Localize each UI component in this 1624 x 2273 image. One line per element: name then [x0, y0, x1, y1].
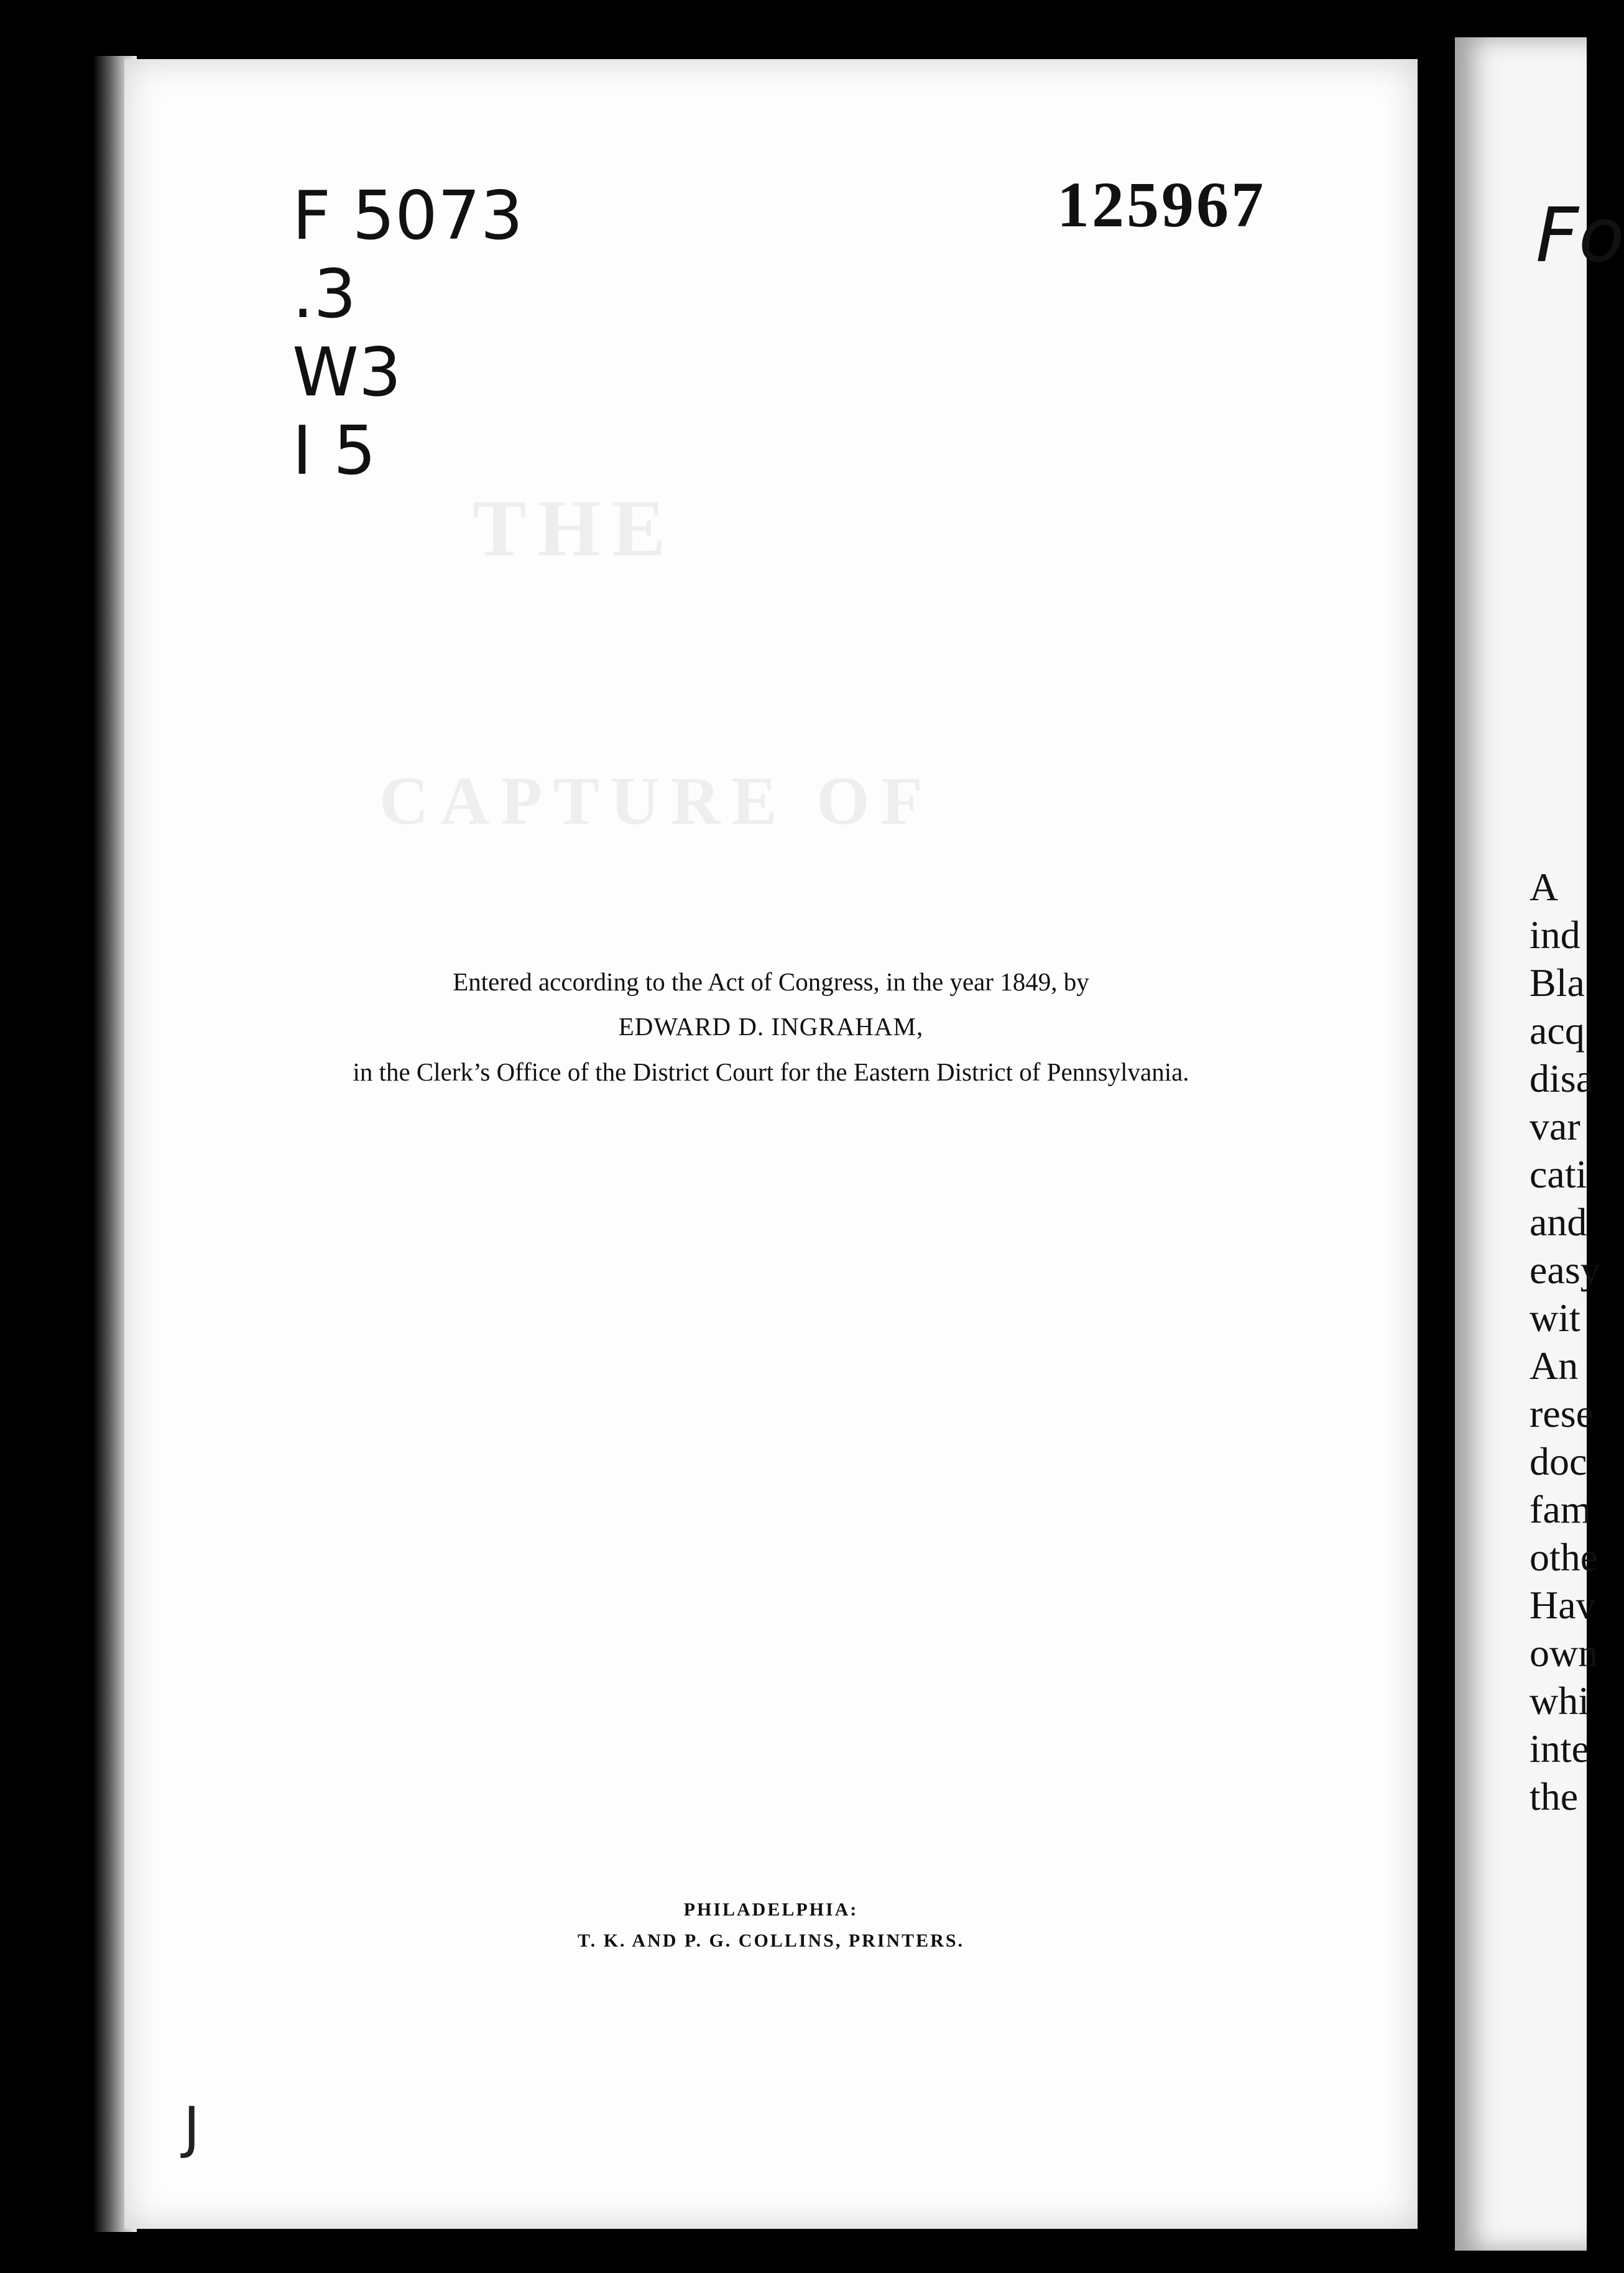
call-number-line: F 5073: [292, 177, 524, 255]
handwritten-call-number: [292, 177, 523, 491]
facing-page-line: easy: [1529, 1248, 1600, 1292]
facing-page-line: doc: [1529, 1439, 1587, 1483]
book-spine: [1418, 0, 1455, 2273]
facing-page-line: inte: [1529, 1727, 1589, 1771]
facing-page-line: Bla: [1529, 961, 1585, 1005]
call-number-line: W3: [292, 334, 402, 412]
facing-page-line: Hav: [1529, 1583, 1596, 1627]
facing-page-line: An: [1529, 1344, 1579, 1388]
imprint-city: PHILADELPHIA:: [683, 1899, 859, 1920]
facing-page-line: own: [1529, 1631, 1599, 1675]
facing-page-line: wit: [1529, 1296, 1580, 1340]
copyright-holder: EDWARD D. INGRAHAM,: [618, 1012, 924, 1041]
bleed-through-subtitle: CAPTURE OF: [379, 763, 934, 839]
facing-page-line: fam: [1529, 1487, 1592, 1531]
accession-number: 125967: [1057, 169, 1266, 241]
facing-page-line: disa: [1529, 1056, 1594, 1100]
facing-page-line: cati: [1529, 1152, 1587, 1196]
copyright-line-1: Entered according to the Act of Congress, in the year 1849, by: [453, 967, 1089, 996]
imprint-printer: T. K. AND P. G. COLLINS, PRINTERS.: [577, 1930, 965, 1951]
call-number-line: .3: [292, 256, 357, 333]
facing-page-line: whi: [1529, 1679, 1589, 1723]
facing-page-line: othe: [1529, 1535, 1599, 1579]
pencil-margin-mark: J: [183, 2095, 200, 2160]
facing-page-line: and: [1529, 1200, 1587, 1244]
facing-page-line: ind: [1529, 913, 1580, 957]
facing-page-line: the: [1529, 1774, 1579, 1819]
call-number-line: I 5: [292, 412, 376, 490]
facing-page-line: var: [1529, 1104, 1580, 1148]
facing-page-line: rese: [1529, 1391, 1594, 1436]
bleed-through-title: THE: [473, 484, 677, 573]
facing-page-line: A: [1529, 865, 1559, 909]
facing-page-line: acq: [1529, 1008, 1585, 1053]
facing-page-handwriting: Fo: [1536, 193, 1624, 279]
copyright-line-3: in the Clerk’s Office of the District Court for the Eastern District of Pennsylvania.: [353, 1058, 1189, 1086]
facing-page: [1455, 37, 1624, 2251]
